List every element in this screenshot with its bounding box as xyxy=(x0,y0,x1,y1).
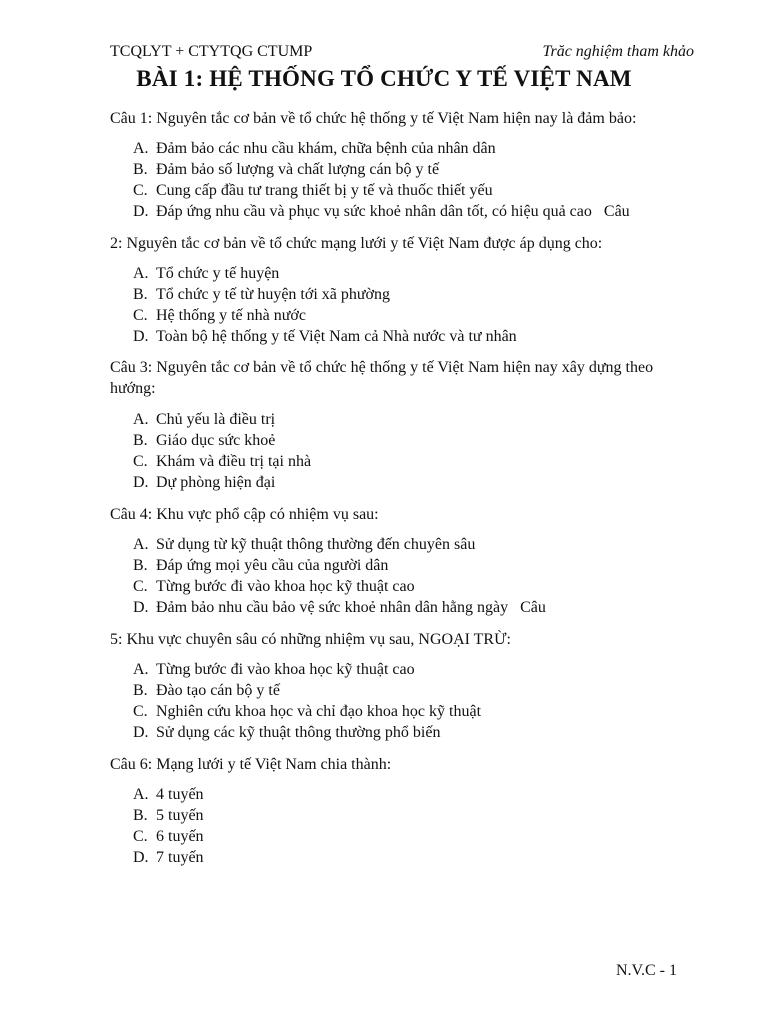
option-text: Tổ chức y tế huyện xyxy=(156,265,280,282)
question-3-prompt: Câu 3: Nguyên tắc cơ bản về tổ chức hệ thống y tế Việt Nam hiện nay xây dựng theo hướng: xyxy=(110,359,654,397)
question-6-option-a xyxy=(133,784,204,805)
option-text: Đảm bảo số lượng và chất lượng cán bộ y tế xyxy=(156,161,440,178)
question-6-option-b xyxy=(133,805,204,826)
question-6-option-d xyxy=(133,847,204,868)
option-text: 6 tuyến xyxy=(156,828,204,845)
page-footer: N.V.C - 1 xyxy=(615,962,677,979)
option-text: Đáp ứng mọi yêu cầu của người dân xyxy=(156,557,389,574)
option-letter: B. xyxy=(133,557,148,574)
question-3-option-d xyxy=(133,472,311,493)
question-1-option-b xyxy=(133,159,630,180)
option-letter: D. xyxy=(133,724,149,741)
option-text: Đào tạo cán bộ y tế xyxy=(156,682,280,699)
option-text: 7 tuyến xyxy=(156,849,204,866)
option-letter: B. xyxy=(133,286,148,303)
option-tail-text: Câu xyxy=(520,599,546,616)
option-letter: D. xyxy=(133,203,149,220)
page-title: BÀI 1: HỆ THỐNG TỔ CHỨC Y TẾ VIỆT NAM xyxy=(136,66,632,91)
option-letter: D. xyxy=(133,849,149,866)
option-text: 5 tuyến xyxy=(156,807,204,824)
option-letter: D. xyxy=(133,474,149,491)
option-letter: A. xyxy=(133,661,149,678)
question-1-options xyxy=(133,138,630,222)
question-4-options xyxy=(133,534,546,618)
option-text: Dự phòng hiện đại xyxy=(156,474,276,491)
question-1-option-a xyxy=(133,138,630,159)
option-letter: C. xyxy=(133,828,148,845)
question-2-options xyxy=(133,263,517,347)
question-2-option-a xyxy=(133,263,517,284)
option-letter: C. xyxy=(133,453,148,470)
question-2-option-d xyxy=(133,326,517,347)
question-1-option-d xyxy=(133,201,630,222)
option-letter: B. xyxy=(133,161,148,178)
option-text: Khám và điều trị tại nhà xyxy=(156,453,312,470)
question-2-option-b xyxy=(133,284,517,305)
option-letter: B. xyxy=(133,432,148,449)
question-2-prompt: 2: Nguyên tắc cơ bản về tổ chức mạng lưới y tế Việt Nam được áp dụng cho: xyxy=(110,235,603,252)
option-text: Cung cấp đầu tư trang thiết bị y tế và thuốc thiết yếu xyxy=(156,182,493,199)
question-3-option-a xyxy=(133,409,311,430)
question-1-prompt: Câu 1: Nguyên tắc cơ bản về tổ chức hệ thống y tế Việt Nam hiện nay là đảm bảo: xyxy=(110,110,637,127)
option-text: Tổ chức y tế từ huyện tới xã phường xyxy=(156,286,390,303)
option-text: Hệ thống y tế nhà nước xyxy=(156,307,306,324)
header-right: Trăc nghiệm tham khảo xyxy=(542,43,694,60)
question-6-prompt: Câu 6: Mạng lưới y tế Việt Nam chia thành: xyxy=(110,756,392,773)
option-letter: C. xyxy=(133,578,148,595)
question-3-options xyxy=(133,409,311,493)
question-6-options xyxy=(133,784,204,868)
question-5-option-d xyxy=(133,722,481,743)
option-letter: C. xyxy=(133,307,148,324)
question-2-option-c xyxy=(133,305,517,326)
question-4-option-c xyxy=(133,576,546,597)
question-4-option-a xyxy=(133,534,546,555)
option-letter: A. xyxy=(133,411,149,428)
option-letter: C. xyxy=(133,703,148,720)
option-letter: B. xyxy=(133,807,148,824)
question-5-option-c xyxy=(133,701,481,722)
option-text: Nghiên cứu khoa học và chỉ đạo khoa học kỹ thuật xyxy=(156,703,482,720)
option-letter: D. xyxy=(133,328,149,345)
header-left: TCQLYT + CTYTQG CTUMP xyxy=(110,43,313,60)
option-letter: A. xyxy=(133,536,149,553)
question-1-option-c xyxy=(133,180,630,201)
option-text: Đáp ứng nhu cầu và phục vụ sức khoẻ nhân dân tốt, có hiệu quả cao xyxy=(156,203,592,220)
option-letter: A. xyxy=(133,786,149,803)
option-text: Chủ yếu là điều trị xyxy=(156,411,276,428)
option-text: Sử dụng từ kỹ thuật thông thường đến chuyên sâu xyxy=(156,536,476,553)
option-letter: A. xyxy=(133,265,149,282)
option-text: Sử dụng các kỹ thuật thông thường phổ biến xyxy=(156,724,441,741)
option-text: Đảm bảo các nhu cầu khám, chữa bệnh của nhân dân xyxy=(156,140,496,157)
option-text: Giáo dục sức khoẻ xyxy=(156,432,276,449)
option-letter: A. xyxy=(133,140,149,157)
question-5-option-b xyxy=(133,680,481,701)
question-5-prompt: 5: Khu vực chuyên sâu có những nhiệm vụ sau, NGOẠI TRỪ: xyxy=(110,631,511,648)
option-text: 4 tuyến xyxy=(156,786,204,803)
option-tail-text: Câu xyxy=(603,203,630,220)
option-text: Toàn bộ hệ thống y tế Việt Nam cả Nhà nước và tư nhân xyxy=(156,328,517,345)
question-4-option-b xyxy=(133,555,546,576)
question-3-option-c xyxy=(133,451,311,472)
option-text: Từng bước đi vào khoa học kỹ thuật cao xyxy=(156,578,415,595)
option-text: Từng bước đi vào khoa học kỹ thuật cao xyxy=(156,661,415,678)
option-letter: B. xyxy=(133,682,148,699)
question-4-prompt: Câu 4: Khu vực phổ cập có nhiệm vụ sau: xyxy=(110,506,379,523)
question-3-option-b xyxy=(133,430,311,451)
question-5-options xyxy=(133,659,481,743)
question-5-option-a xyxy=(133,659,481,680)
option-letter: C. xyxy=(133,182,148,199)
option-letter: D. xyxy=(133,599,149,616)
question-4-option-d xyxy=(133,597,546,618)
option-text: Đảm bảo nhu cầu bảo vệ sức khoẻ nhân dân hằng ngày xyxy=(156,599,509,616)
question-6-option-c xyxy=(133,826,204,847)
